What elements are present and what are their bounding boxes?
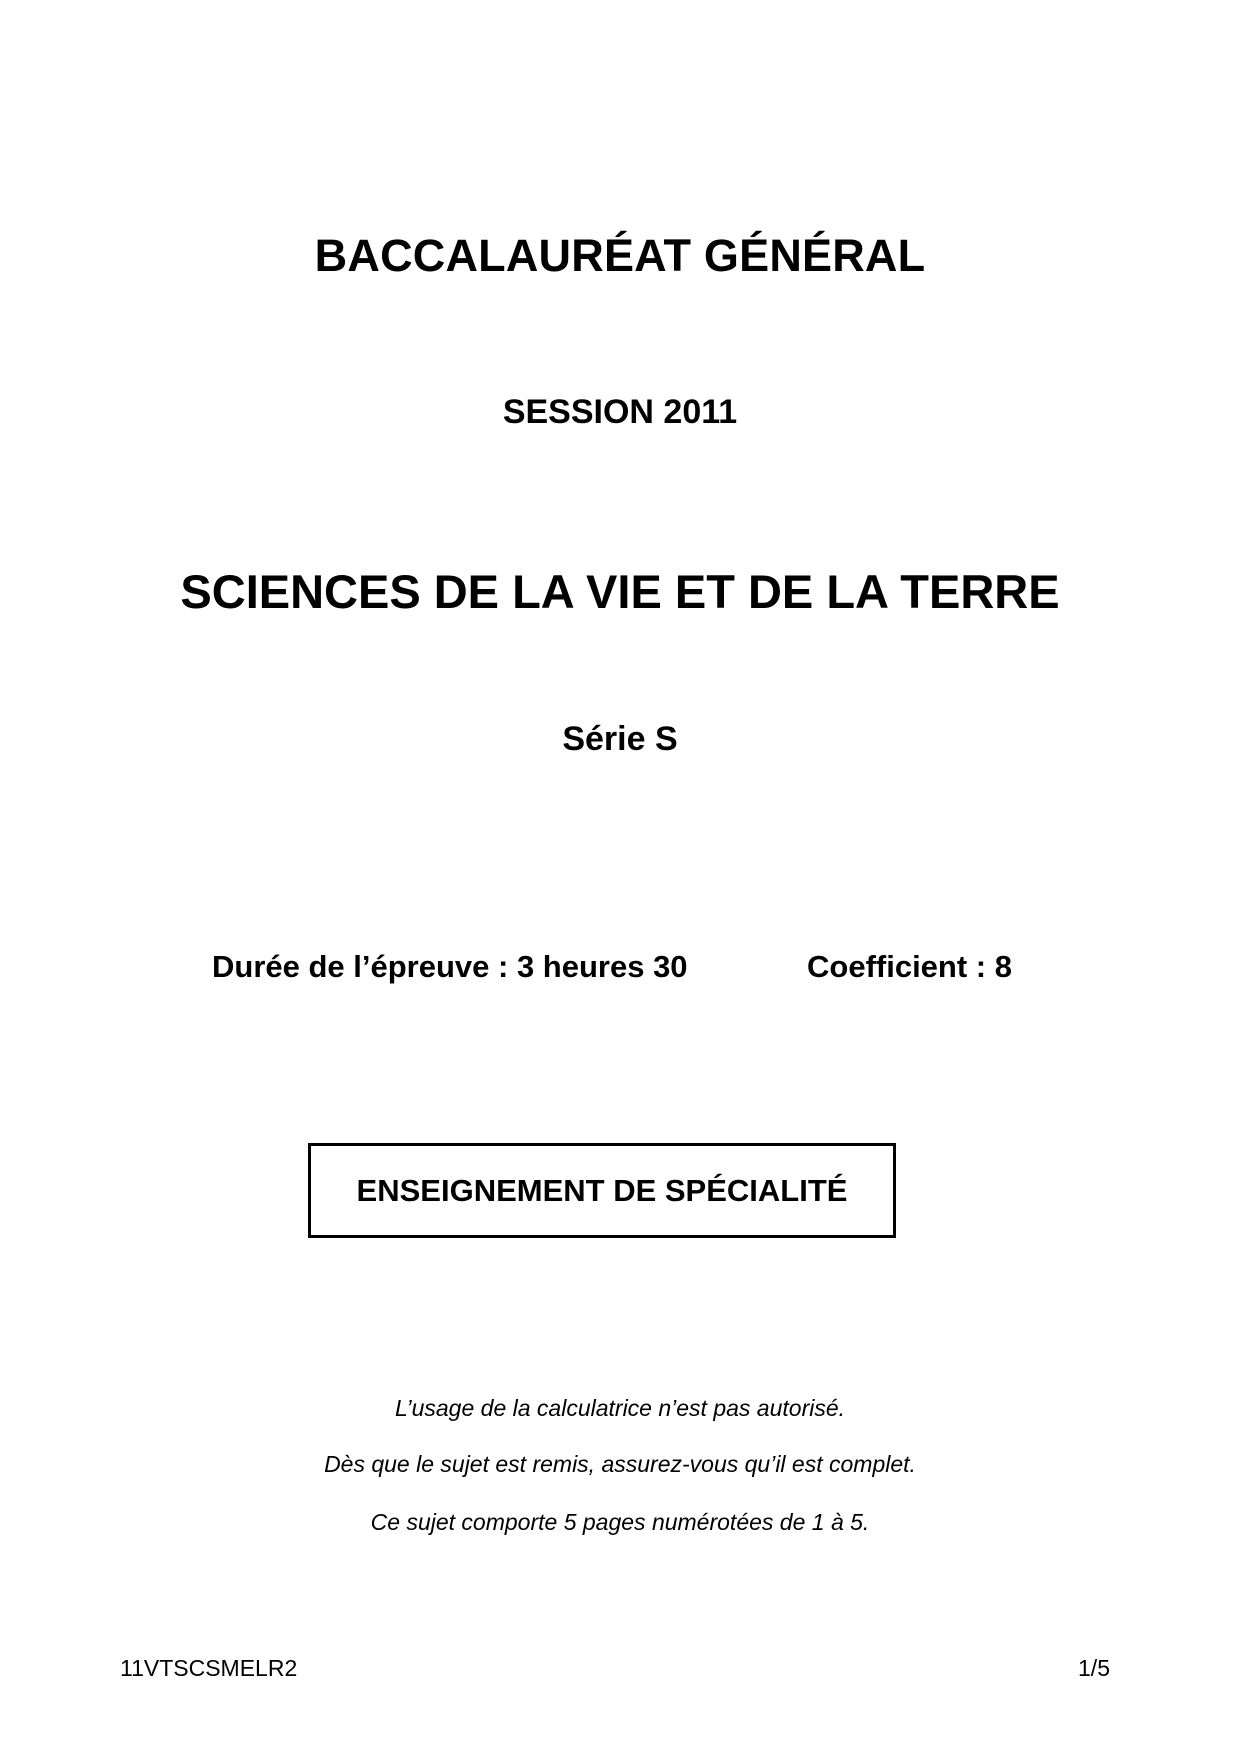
- notice-completeness: Dès que le sujet est remis, assurez-vous qu’il est complet.: [324, 1451, 916, 1477]
- session-label: SESSION 2011: [502, 393, 738, 431]
- coefficient-label: Coefficient : 8: [807, 949, 1012, 984]
- exam-title: BACCALAURÉAT GÉNÉRAL: [314, 230, 926, 281]
- notice-page-count: Ce sujet comporte 5 pages numérotées de 1 à 5.: [370, 1509, 870, 1535]
- document-code: 11VTSCSMELR2: [120, 1655, 298, 1681]
- serie-label: Série S: [562, 720, 678, 758]
- duration-label: Durée de l’épreuve : 3 heures 30: [212, 949, 688, 984]
- exam-info-row: [0, 945, 1240, 989]
- notice-calculator: L’usage de la calculatrice n’est pas autorisé.: [394, 1395, 846, 1421]
- subject-title: SCIENCES DE LA VIE ET DE LA TERRE: [180, 565, 1060, 618]
- specialty-box: [308, 1143, 896, 1238]
- specialty-label: ENSEIGNEMENT DE SPÉCIALITÉ: [356, 1172, 848, 1208]
- page-number: 1/5: [1078, 1655, 1110, 1681]
